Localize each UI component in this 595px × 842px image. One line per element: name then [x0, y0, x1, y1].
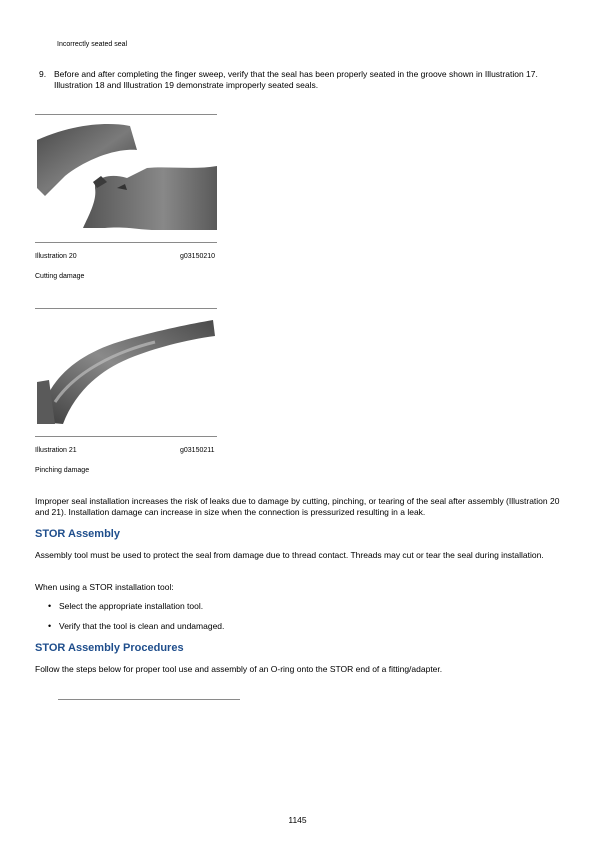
paragraph-improper-installation: Improper seal installation increases the risk of leaks due to damage by cutting, pinching, or tearing of the seal after assembly (Illustration 20 and 21). Installation damage can increase in size when the connection is pressurized resulting in a leak. [35, 496, 560, 517]
page-number: 1145 [288, 815, 307, 825]
figure-pinching-damage-image [35, 312, 217, 434]
figure-bottom-rule [35, 242, 217, 243]
figure-cutting-damage-image [35, 118, 217, 240]
figure-bottom-rule [35, 436, 217, 437]
figure-20-code: g03150210 [180, 253, 216, 260]
figure-top-rule [35, 308, 217, 309]
figure-21-code: g03150211 [180, 447, 215, 454]
top-caption: Incorrectly seated seal [57, 41, 128, 48]
figure-top-rule [35, 114, 217, 115]
divider [58, 699, 240, 700]
step-number: 9. [39, 69, 47, 79]
bullet-list [48, 601, 548, 632]
step-text: Before and after completing the finger sweep, verify that the seal has been properly seated in the groove shown in Illustration 17. Illustration 18 and Illustration 19 demonstrate improperly seated seals. [54, 69, 538, 90]
figure-21-caption: Pinching damage [35, 467, 90, 474]
list-item: • Select the appropriate installation tool. [48, 601, 548, 612]
figure-20-label: Illustration 20 [35, 253, 77, 260]
heading-stor-assembly: STOR Assembly [35, 528, 120, 540]
paragraph-assembly-tool: Assembly tool must be used to protect the seal from damage due to thread contact. Threads may cut or tear the seal during installation. [35, 550, 544, 560]
figure-21-label: Illustration 21 [35, 447, 77, 454]
paragraph-when-using: When using a STOR installation tool: [35, 582, 174, 592]
heading-stor-assembly-procedures: STOR Assembly Procedures [35, 642, 184, 654]
figure-20-caption: Cutting damage [35, 273, 85, 280]
list-item: • Verify that the tool is clean and undamaged. [48, 621, 548, 632]
paragraph-follow-steps: Follow the steps below for proper tool use and assembly of an O-ring onto the STOR end of a fitting/adapter. [35, 664, 443, 674]
